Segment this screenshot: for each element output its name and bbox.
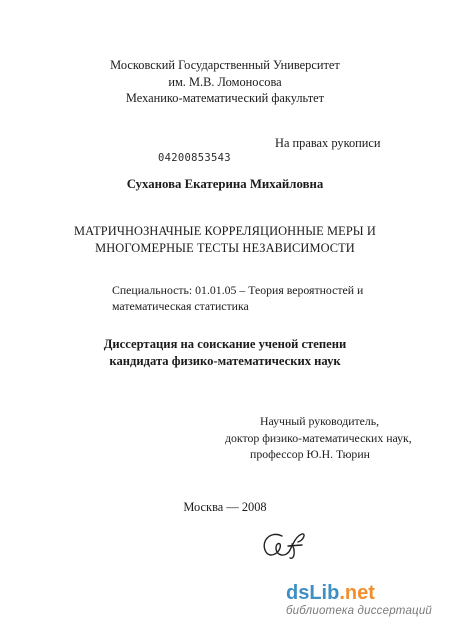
thesis-title-line-2: МНОГОМЕРНЫЕ ТЕСТЫ НЕЗАВИСИМОСТИ: [95, 241, 355, 255]
advisor-name: профессор Ю.Н. Тюрин: [250, 447, 370, 461]
watermark-brand-part-2: .net: [339, 582, 375, 604]
university-name: Московский Государственный Университет: [110, 58, 340, 72]
dslib-watermark: [286, 582, 446, 618]
watermark-brand: [286, 582, 446, 604]
university-named-after: им. М.В. Ломоносова: [168, 74, 282, 89]
city-and-year: Москва — 2008: [183, 500, 267, 514]
degree-statement-line-1: Диссертация на соискание ученой степени: [103, 337, 347, 351]
author-name: Суханова Екатерина Михайловна: [126, 177, 324, 191]
advisor-role: Научный руководитель,: [260, 414, 380, 428]
thesis-title-line-1: МАТРИЧНОЗНАЧНЫЕ КОРРЕЛЯЦИОННЫЕ МЕРЫ И: [74, 224, 376, 238]
degree-statement-line-2: кандидата физико-математических наук: [109, 354, 341, 368]
specialty-line-2: математическая статистика: [112, 299, 249, 313]
watermark-subtitle: библиотека диссертаций: [286, 605, 433, 617]
specialty-line-1: Специальность: 01.01.05 – Теория вероятностей и: [112, 283, 364, 297]
manuscript-rights-note: На правах рукописи: [275, 136, 381, 150]
watermark-brand-part-1: dsLib: [286, 582, 340, 604]
handwritten-signature-icon: [258, 528, 310, 567]
advisor-degree: доктор физико-математических наук,: [225, 431, 412, 445]
faculty-name: Механико-математический факультет: [125, 91, 325, 105]
registration-code: 04200853543: [158, 152, 231, 164]
